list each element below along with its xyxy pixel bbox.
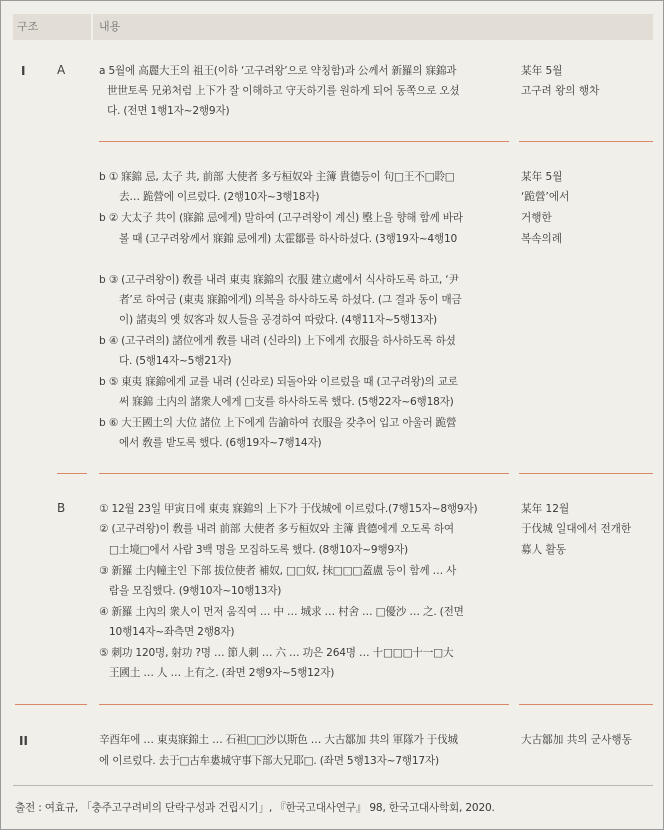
header-cell-content: [93, 14, 653, 40]
sub-B: B: [57, 501, 66, 515]
row-B-note-2: 于伐城 일대에서 전개한: [521, 523, 632, 535]
structure-II: II: [19, 734, 28, 748]
row-B-line-5: 람을 모집했다. (9행10자~10행13자): [109, 585, 282, 597]
row-b-line-8: b ④ (고구려의) 諸位에게 敎를 내려 (신라의) 上下에게 衣服을 하사하도록 하셨: [99, 335, 456, 347]
row-B-line-3: □土境□에서 사람 3백 명을 모집하도록 했다. (8행10자~9행9자): [109, 544, 408, 556]
row-b-note-2: ‘跪營’에서: [521, 191, 570, 203]
row-B-note-3: 募人 활동: [521, 544, 567, 556]
divider: [519, 473, 653, 474]
row-B-line-1: ① 12월 23일 甲寅日에 東夷 寐錦의 上下가 于伐城에 이르렀다.(7행15자~8행9자): [99, 503, 478, 515]
row-b-line-9: 다. (5행14자~5행21자): [119, 355, 232, 367]
divider: [57, 473, 87, 474]
row-b-line-13: 에서 敎를 받도록 했다. (6행19자~7행14자): [119, 437, 322, 449]
row-B-line-4: ③ 新羅 土内幢主인 下部 拔位使者 補奴, □□奴, 抹□□□蓋盧 등이 함께 … 사: [99, 565, 457, 577]
divider: [99, 141, 509, 142]
row-B-line-7: 10행14자~좌측면 2행8자): [109, 626, 235, 638]
divider: [99, 704, 509, 705]
row-B-note-1: 某年 12월: [521, 503, 570, 515]
row-A-line-3: 다. (전면 1행1자~2행9자): [107, 105, 230, 117]
row-b-line-2: 去… 跪營에 이르렀다. (2행10자~3행18자): [119, 191, 320, 203]
row-b-note-1: 某年 5월: [521, 171, 563, 183]
structure-I: I: [21, 64, 26, 78]
row-A-note-1: 某年 5월: [521, 65, 563, 77]
footer-divider: [13, 785, 653, 786]
row-b-line-5: b ③ (고구려왕이) 敎를 내려 東夷 寐錦의 衣服 建立處에서 식사하도록 하고, ‘尹: [99, 274, 459, 286]
row-A-line-1: a 5월에 高麗大王의 祖王(이하 ‘고구려왕’으로 약칭함)과 公께서 新羅의 寐錦과: [99, 65, 457, 77]
row-b-line-11: 써 寐錦 土内의 諸衆人에게 □支를 하사하도록 했다. (5행22자~6행18자): [119, 396, 454, 408]
row-II-line-2: 에 이르렀다. 去于□古牟婁城守事下部大兄耶□. (좌면 5행13자~7행17자): [99, 755, 439, 767]
sub-A: A: [57, 63, 66, 77]
row-B-line-6: ④ 新羅 土內의 衆人이 먼저 움직여 … 中 … 城求 … 村舍 … □優沙 … 之. (전면: [99, 606, 464, 618]
row-B-line-2: ② (고구려왕)이 敎를 내려 前部 大使者 多亐桓奴와 主簿 貴德에게 오도록 하여: [99, 523, 454, 535]
row-B-line-9: 王國土 … 人 … 上有之. (좌면 2행9자~5행12자): [109, 667, 335, 679]
divider: [99, 473, 509, 474]
divider: [15, 704, 87, 705]
row-b-line-10: b ⑤ 東夷 寐錦에게 교를 내려 (신라로) 되돌아와 이르렀을 때 (고구려왕)의 교로: [99, 376, 458, 388]
row-b-line-7: 이) 諸夷의 옛 奴客과 奴人들을 공경하여 따랐다. (4행11자~5행13자): [119, 314, 437, 326]
header-structure-label: 구조: [17, 20, 39, 33]
row-b-note-4: 복속의례: [521, 233, 562, 245]
divider: [519, 141, 653, 142]
row-A-note-2: 고구려 왕의 행차: [521, 85, 600, 97]
row-b-line-1: b ① 寐錦 忌, 太子 共, 前部 大使者 多亐桓奴와 主簿 貴德등이 句□王不□聆□: [99, 171, 455, 183]
header-cell-structure: [13, 14, 91, 40]
divider: [519, 704, 653, 705]
row-II-line-1: 辛酉年에 … 東夷寐錦土 … 石袒□□沙以斯色 … 大古鄒加 共의 軍隊가 于伐城: [99, 734, 458, 746]
row-II-note-1: 大古鄒加 共의 군사행동: [521, 734, 632, 746]
row-b-line-3: b ② 大太子 共이 (寐錦 忌에게) 말하여 (고구려왕이 계신) 壂上을 향해 함께 바라: [99, 212, 463, 224]
row-b-line-6: 者’로 하여금 (東夷 寐錦에게) 의복을 하사하도록 하셨다. (그 결과 동이 매금: [119, 294, 462, 306]
row-b-line-12: b ⑥ 大王國土의 大位 諸位 上下에게 告諭하여 衣服을 갖추어 입고 아울러 跪營: [99, 417, 457, 429]
row-B-line-8: ⑤ 刺功 120명, 射功 ?명 … 節人刺 … 六 … 功은 264명 … 十□□□十一□大: [99, 647, 454, 659]
source-citation: 출전 : 여효규, 「충주고구려비의 단락구성과 건립시기」, 『한국고대사연구』 98, 한국고대사학회, 2020.: [15, 802, 495, 814]
row-b-line-4: 볼 때 (고구려왕께서 寐錦 忌에게) 太霍鄒를 하사하셨다. (3행19자~4행10: [119, 233, 458, 245]
row-A-line-2: 世世토록 兄弟처럼 上下가 잘 이해하고 守天하기를 원하게 되어 동쪽으로 오셨: [107, 85, 460, 97]
header-content-label: 내용: [99, 20, 121, 33]
row-b-note-3: 거행한: [521, 212, 552, 224]
